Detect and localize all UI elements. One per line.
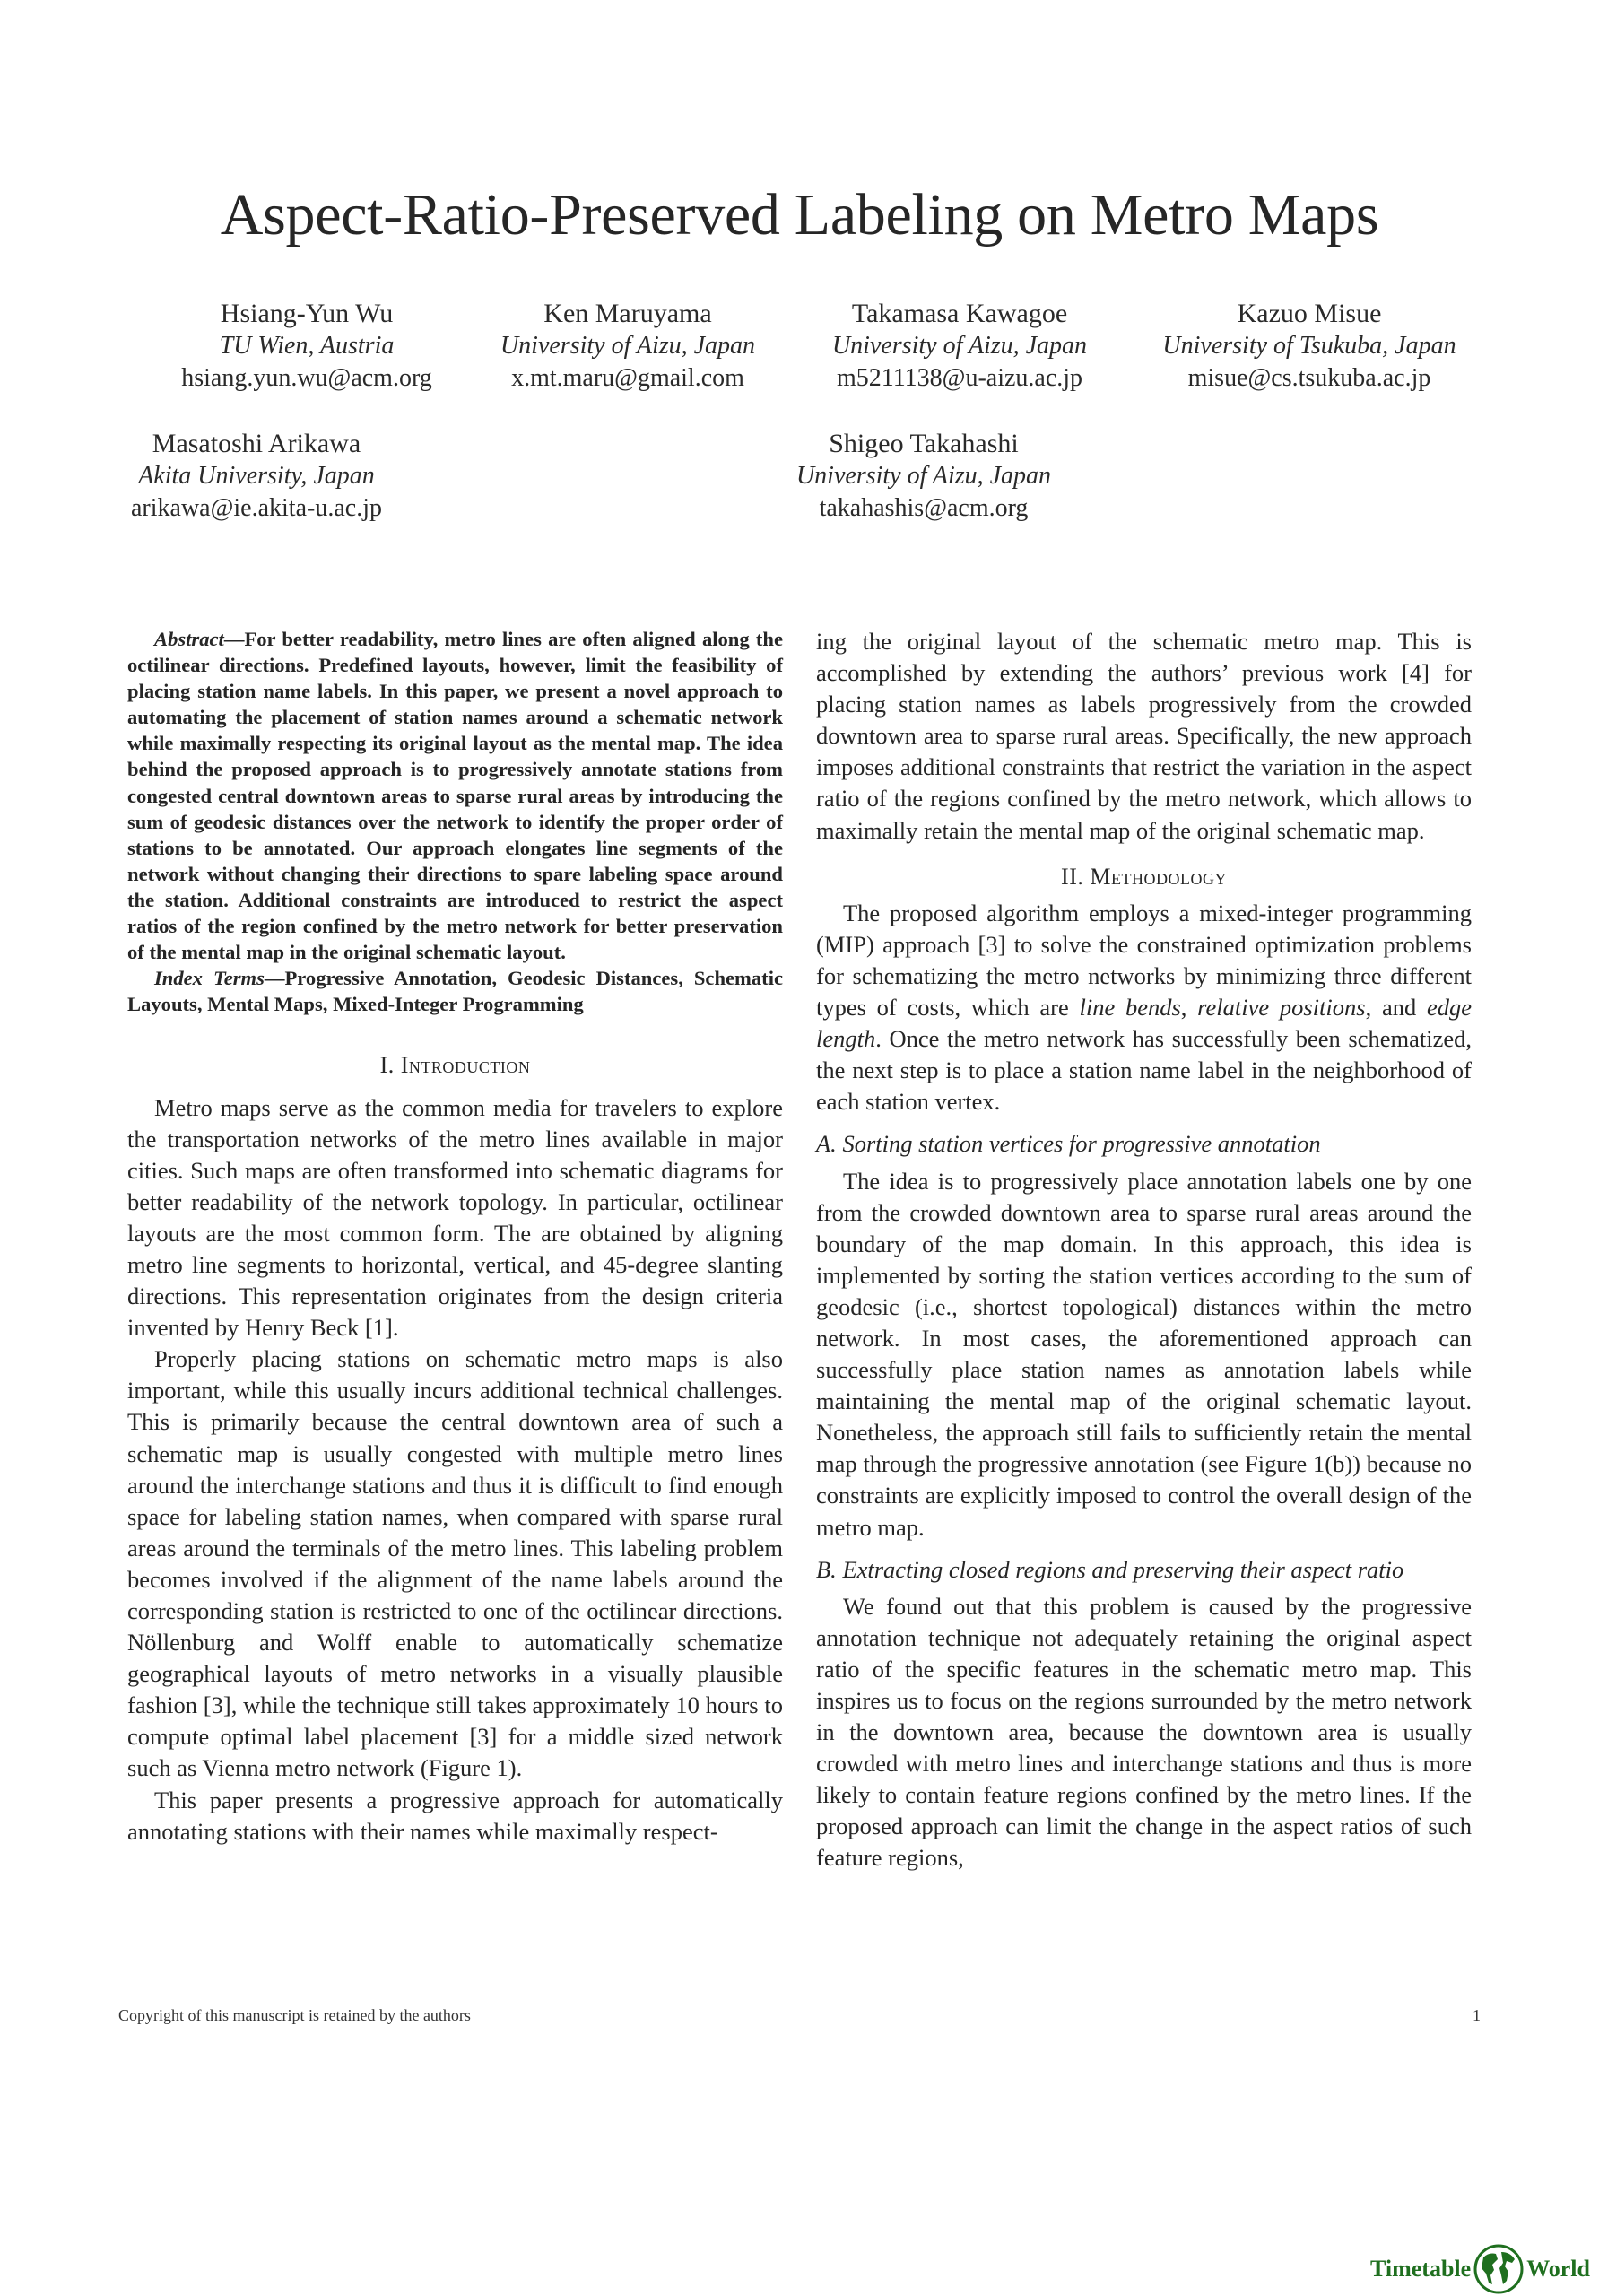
author-email: takahashis@acm.org — [819, 494, 1029, 522]
paragraph: We found out that this problem is caused by the progressive annotation technique not adequately retaining the original aspect ratio of the specific features in the schematic metro map. This inspires us to focus on the regions surrounded by the metro network in the downtown area, because the downtown area is usually crowded with metro lines and interchange stations and thus is more likely to contain feature regions confined by the metro lines. If the proposed approach can limit the change in the aspect ratios of such feature regions, — [816, 1592, 1472, 1872]
paragraph: The idea is to progressively place annotation labels one by one from the crowded downtown area to sparse rural areas around the boundary of the map domain. In this approach, this idea is implemented by sorting the station vertices according to the sum of geodesic (i.e., shortest topological) distances within the metro network. In most cases, the aforementioned approach can successfully place station names as annotation labels while maintaining the mental map of the original schematic layout. Nonetheless, the approach still fails to sufficiently retain the mental map through the progressive annotation (see Figure 1(b)) because no constraints are explicitly imposed to control the overall design of the metro map. — [816, 1167, 1472, 1541]
abstract-text: For better readability, metro lines are often aligned along the octilinear directions. Predefined layouts, however, limit the feasibility of placing station name labels. In this paper, we present a novel approach to automating the placement of station names around a schematic network while maximally respecting its original layout as the mental map. The idea behind the proposed approach is to progressively annotate stations from congested central downtown areas to sparse rural areas by introducing the sum of geodesic distances over the network to identify the proper order of stations to be annotated. Our approach elongates line segments of the network without changing their directions to spare labeling space around the station. Additional constraints are introduced to restrict the aspect ratios of the region confined by the metro network for better preservation of the mental map in the original schematic layout. — [127, 628, 783, 964]
author-block — [798, 298, 1121, 395]
author-email: x.mt.maru@gmail.com — [511, 364, 744, 392]
watermark-text-left: Timetable — [1370, 2256, 1472, 2282]
index-terms-label: Index Terms — [154, 967, 265, 990]
author-affiliation: University of Aizu, Japan — [831, 332, 1088, 360]
author-name: Ken Maruyama — [543, 299, 712, 328]
paragraph: Properly placing stations on schematic metro maps is also important, while this usually incurs additional technical challenges. This is primarily because the central downtown area of such a schematic map is usually congested with multiple metro lines around the interchange stations and thus it is difficult to find enough space for labeling station names, when compared with sparse rural areas around the terminals of the metro lines. This labeling problem becomes involved if the alignment of the name labels around the corresponding station is restricted to one of the octilinear directions. Nöllenburg and Wolff enable to automatically schematize geographical layouts of metro networks in a visually plausible fashion [3], while the technique still takes approximately 10 hours to compute optimal label placement [3] for a middle sized network such as Vienna metro network (Figure 1). — [127, 1345, 783, 1782]
paper-title: Aspect-Ratio-Preserved Labeling on Metro Maps — [220, 182, 1379, 248]
watermark-text-right: World — [1526, 2256, 1590, 2282]
author-email: misue@cs.tsukuba.ac.jp — [1187, 364, 1431, 392]
paragraph-continuation: ing the original layout of the schematic metro map. This is accomplished by extending the authors’ previous work [4] for placing station names as labels progressively from the crowded downtown area to sparse rural areas. Specifically, the new approach imposes additional constraints that restrict the variation in the aspect ratio of the regions confined by the metro network, which allows to maximally retain the mental map of the original schematic map. — [816, 628, 1472, 844]
author-block — [466, 298, 789, 395]
author-affiliation: University of Tsukuba, Japan — [1162, 332, 1456, 360]
copyright-notice: Copyright of this manuscript is retained by the authors — [118, 2006, 471, 2024]
author-affiliation: Akita University, Japan — [138, 462, 375, 490]
index-terms-text: Progressive Annotation, Geodesic Distances, Schematic Layouts, Mental Maps, Mixed-Integer Programming — [127, 967, 783, 1016]
watermark-logo — [1370, 2242, 1590, 2296]
section-heading-methodology: II. Methodology — [1061, 863, 1227, 890]
author-name: Takamasa Kawagoe — [851, 299, 1068, 328]
page-number: 1 — [1473, 2006, 1481, 2024]
section-heading-introduction: I. Introduction — [379, 1052, 531, 1079]
subsection-heading-a: A. Sorting station vertices for progressive annotation — [816, 1130, 1321, 1158]
author-block — [145, 298, 468, 395]
globe-icon — [1473, 2243, 1525, 2295]
paragraph: This paper presents a progressive approach for automatically annotating stations with their names while maximally respect- — [127, 1786, 783, 1845]
subsection-heading-b: B. Extracting closed regions and preserving their aspect ratio — [816, 1555, 1404, 1583]
abstract-label: Abstract — [154, 628, 224, 650]
author-block — [1130, 298, 1489, 395]
author-block — [95, 428, 418, 525]
paragraph: Metro maps serve as the common media for travelers to explore the transportation networks of the metro lines available in major cities. Such maps are often transformed into schematic diagrams for better readability of the network topology. In particular, octilinear layouts are the most common form. The are obtained by aligning metro line segments to horizontal, vertical, and 45-degree slanting directions. This representation originates from the design criteria invented by Henry Beck [1]. — [127, 1093, 783, 1342]
paragraph: The proposed algorithm employs a mixed-integer programming (MIP) approach [3] to solve the constrained optimization problems for schematizing the metro networks by minimizing three different types of costs, which are line bends, relative positions, and edge length. Once the metro network has successfully been schematized, the next step is to place a station name label in the neighborhood of each station vertex. — [816, 899, 1473, 1116]
abstract: Abstract—For better readability, metro lines are often aligned along the octilinear directions. Predefined layouts, however, limit the feasibility of placing station name labels. In this paper, we present a novel approach to automating the placement of station names around a schematic network while maximally respecting its original layout as the mental map. The idea behind the proposed approach is to progressively annotate stations from congested central downtown areas to sparse rural areas by introducing the sum of geodesic distances over the network to identify the proper order of stations to be annotated. Our approach elongates line segments of the network without changing their directions to spare labeling space around the station. Additional constraints are introduced to restrict the aspect ratios of the region confined by the metro network for better preservation of the mental map in the original schematic layout. Index Terms—Progressive Annotation, Geodesic Distances, Schematic Layouts, Mental Maps, Mixed-Integer Programming — [127, 628, 783, 1016]
right-column — [816, 626, 1472, 1874]
author-name: Shigeo Takahashi — [829, 429, 1019, 458]
left-column — [127, 626, 783, 1848]
author-name: Kazuo Misue — [1237, 299, 1382, 328]
author-affiliation: University of Aizu, Japan — [500, 332, 756, 360]
author-email: m5211138@u-aizu.ac.jp — [836, 364, 1083, 392]
author-block — [762, 428, 1085, 525]
author-affiliation: TU Wien, Austria — [219, 332, 395, 360]
author-email: hsiang.yun.wu@acm.org — [181, 364, 432, 392]
author-affiliation: University of Aizu, Japan — [795, 462, 1052, 490]
author-email: arikawa@ie.akita-u.ac.jp — [131, 494, 382, 522]
author-name: Hsiang-Yun Wu — [220, 299, 394, 328]
author-name: Masatoshi Arikawa — [152, 429, 361, 458]
